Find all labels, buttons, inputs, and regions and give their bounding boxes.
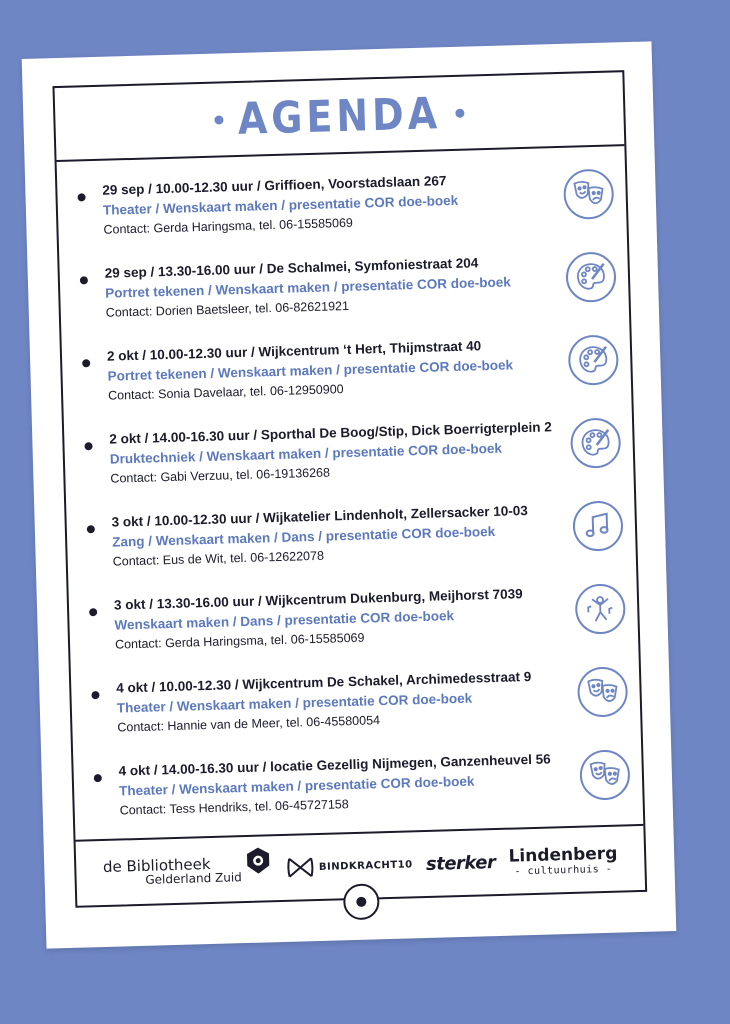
event-item: [66, 478, 636, 576]
bindkracht-logo: [285, 849, 413, 883]
event-activities: Theater / Wenskaart maken / presentatie COR doe-boek: [102, 192, 459, 218]
paint-palette-icon: [570, 417, 621, 468]
event-when-where: 4 okt / 10.00-12.30 / Wijkcentrum De Schakel, Archimedesstraat 9: [116, 668, 532, 696]
lindenberg-logo: [508, 843, 618, 877]
header-dot-left: [215, 115, 224, 124]
event-contact: Contact: Dorien Baetsleer, tel. 06-82621921: [105, 298, 350, 320]
bibliotheek-region: Gelderland Zuid: [145, 869, 242, 887]
event-item: [73, 727, 643, 825]
event-when-where: 4 okt / 14.00-16.30 uur / locatie Gezellig Nijmegen, Ganzenheuvel 56: [118, 751, 551, 779]
event-activities: Theater / Wenskaart maken / presentatie COR doe-boek: [116, 690, 473, 716]
event-activities: Portret tekenen / Wenskaart maken / presentatie COR doe-boek: [105, 274, 511, 301]
event-activities: Wenskaart maken / Dans / presentatie COR doe-boek: [114, 608, 455, 633]
event-activities: Theater / Wenskaart maken / presentatie COR doe-boek: [118, 773, 475, 799]
event-when-where: 2 okt / 14.00-16.30 uur / Sporthal De Boog/Stip, Dick Boerrigterplein 2: [109, 419, 553, 447]
event-when-where: 3 okt / 10.00-12.30 uur / Wijkatelier Lindenholt, Zellersacker 10-03: [111, 503, 529, 530]
event-contact: Contact: Eus de Wit, tel. 06-12622078: [112, 548, 325, 569]
theater-masks-icon: [579, 749, 630, 800]
paint-palette-icon: [568, 334, 619, 385]
event-item: [64, 395, 634, 493]
bullet-icon: [89, 608, 97, 616]
sterker-logo: [426, 852, 496, 875]
event-when-where: 2 okt / 10.00-12.30 uur / Wijkcentrum ‘t Hert, Thijmstraat 40: [106, 338, 482, 364]
page-title: AGENDA: [237, 87, 442, 145]
event-item: [61, 312, 631, 410]
event-item: [70, 644, 640, 742]
event-contact: Contact: Sonia Davelaar, tel. 06-12950900: [107, 382, 344, 403]
event-when-where: 29 sep / 13.30-16.00 uur / De Schalmei, Symfoniestraat 204: [104, 255, 479, 281]
bibliotheek-emblem-icon: [245, 845, 272, 876]
bullet-icon: [84, 442, 92, 450]
paint-palette-icon: [565, 251, 616, 302]
event-item: [59, 229, 629, 327]
bullet-icon: [77, 193, 85, 201]
header-dot-right: [455, 108, 464, 117]
agenda-sheet: [22, 41, 677, 948]
music-note-icon: [572, 500, 623, 551]
event-contact: Contact: Gerda Haringsma, tel. 06-15585069: [103, 215, 354, 237]
bibliotheek-name: de Bibliotheek: [102, 854, 211, 876]
event-contact: Contact: Gabi Verzuu, tel. 06-19136268: [110, 465, 331, 486]
event-item: [57, 146, 627, 244]
bindkracht-name: BINDKRACHT10: [318, 858, 413, 873]
event-activities: Druktechniek / Wenskaart maken / presentatie COR doe-boek: [109, 440, 503, 467]
event-when-where: 3 okt / 13.30-16.00 uur / Wijkcentrum Dukenburg, Meijhorst 7039: [113, 586, 523, 613]
bullet-icon: [80, 276, 88, 284]
theater-masks-icon: [563, 169, 614, 220]
bindkracht-knot-icon: [285, 852, 316, 883]
event-when-where: 29 sep / 10.00-12.30 uur / Griffioen, Voorstadslaan 267: [102, 173, 447, 198]
event-activities: Portret tekenen / Wenskaart maken / presentatie COR doe-boek: [107, 357, 514, 384]
dancer-icon: [575, 583, 626, 634]
event-list: [57, 146, 644, 842]
theater-masks-icon: [577, 666, 628, 717]
sterker-name: sterker: [425, 851, 496, 875]
event-item: [68, 561, 638, 659]
event-contact: Contact: Hannie van de Meer, tel. 06-45580054: [117, 713, 381, 735]
bibliotheek-logo: [103, 855, 272, 887]
bullet-icon: [91, 691, 99, 699]
bullet-icon: [87, 525, 95, 533]
lindenberg-subtitle: - cultuurhuis -: [514, 863, 613, 878]
bullet-icon: [82, 359, 90, 367]
bullet-icon: [94, 774, 102, 782]
event-contact: Contact: Tess Hendriks, tel. 06-45727158: [119, 797, 349, 818]
lindenberg-name: Lindenberg: [508, 843, 618, 867]
event-contact: Contact: Gerda Haringsma, tel. 06-15585069: [114, 630, 365, 652]
bottom-circle-icon: [343, 883, 380, 920]
agenda-frame: [52, 70, 647, 908]
event-activities: Zang / Wenskaart maken / Dans / presentatie COR doe-boek: [112, 523, 496, 550]
